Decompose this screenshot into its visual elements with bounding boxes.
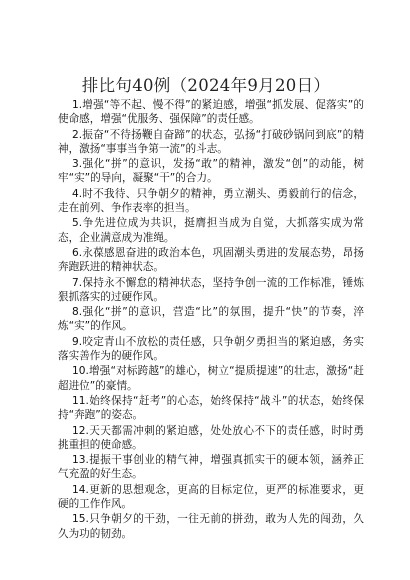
- list-item: 4.时不我待、只争朝夕的精神，勇立潮头、勇毅前行的信念，走在前列、争作表率的担当。: [58, 187, 364, 214]
- list-item: 12.天天都需冲刺的紧迫感，处处放心不下的责任感，时时勇挑重担的使命感。: [58, 424, 364, 451]
- list-item: 15.只争朝夕的干劲，一往无前的拼劲，敢为人先的闯劲，久久为功的韧劲。: [58, 513, 364, 540]
- list-item: 6.永葆感恩奋进的政治本色，巩固潮头勇进的发展态势，昂扬奔跑跃进的精神状态。: [58, 246, 364, 274]
- list-item: 14.更新的思想观念，更高的目标定位，更严的标准要求，更硬的工作作风。: [58, 483, 364, 510]
- list-item: 10.增强“对标跨越”的雄心，树立“提质提速”的壮志，激扬“赶超进位”的豪情。: [58, 365, 364, 392]
- list-item: 11.始终保持“赶考”的心态，始终保持“战斗”的状态，始终保持“奔跑”的姿态。: [58, 394, 364, 422]
- list-item: 13.提振干事创业的精气神，增强真抓实干的硬本领，涵养正气充盈的好生态。: [58, 454, 364, 481]
- list-item: 3.强化“拼”的意识，发扬“敢”的精神，激发“创”的动能，树牢“实”的导向，凝聚“干”的合力。: [58, 158, 364, 185]
- list-item: 1.增强“等不起、慢不得”的紧迫感，增强“抓发展、促落实”的使命感，增强“优服务、强保障”的责任感。: [58, 99, 364, 126]
- list-item: 2.振奋“不待扬鞭自奋蹄”的状态，弘扬“打破砂锅问到底”的精神，激扬“事事当争第一流”的斗志。: [58, 128, 364, 155]
- list-item: 7.保持永不懈怠的精神状态，坚持争创一流的工作标准，锤炼狠抓落实的过硬作风。: [58, 276, 364, 303]
- document-title: 排比句40例（2024年9月20日）: [81, 76, 331, 95]
- list-item: 8.强化“拼”的意识，营造“比”的氛围，提升“快”的节奏，淬炼“实”的作风。: [58, 306, 364, 333]
- list-item: 5.争先进位成为共识，挺膺担当成为自觉，大抓落实成为常态，企业满意成为准绳。: [58, 217, 364, 244]
- sentence-list: [58, 98, 364, 541]
- list-item: 9.咬定青山不放松的责任感，只争朝夕勇担当的紧迫感，务实落实善作为的硬作风。: [58, 335, 364, 362]
